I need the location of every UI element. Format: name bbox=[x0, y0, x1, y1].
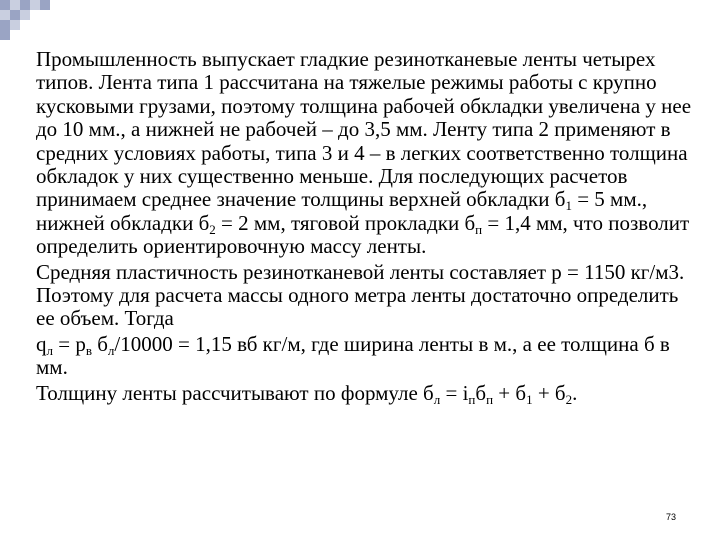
text-run: б bbox=[91, 331, 108, 356]
paragraph-text: Средняя пластичность резинотканевой ленты составляет p = 1150 кг/м3. Поэтому для расчета массы одного метра ленты достаточно определить ее объем. Тогда bbox=[36, 259, 685, 331]
subscript: л bbox=[433, 391, 441, 407]
text-run: = 1,4 мм, что позволит определить ориентировочную массу ленты. bbox=[36, 210, 690, 259]
decor-square bbox=[20, 0, 30, 10]
decor-square bbox=[10, 0, 20, 10]
subscript: л bbox=[46, 342, 53, 358]
text-run: Толщину ленты рассчитывают по формуле б bbox=[36, 380, 434, 405]
paragraph-thickness-formula bbox=[36, 382, 696, 405]
corner-decoration bbox=[0, 0, 60, 40]
text-run: . bbox=[572, 380, 578, 405]
subscript: п bbox=[468, 391, 476, 407]
text-run: /10000 = 1,15 вб кг/м, где ширина ленты в м., а ее толщина б в мм. bbox=[36, 331, 670, 380]
decor-square bbox=[0, 20, 10, 30]
text-run: = 2 мм, bbox=[215, 210, 286, 235]
subscript: в bbox=[85, 342, 92, 358]
text-run: тяговой прокладки б bbox=[290, 210, 476, 235]
paragraph-belt-types bbox=[36, 48, 696, 259]
subscript: 1 bbox=[526, 391, 533, 407]
subscript: п bbox=[486, 391, 494, 407]
text-run: б bbox=[475, 380, 487, 405]
subscript: л bbox=[107, 342, 115, 358]
text-run: + б bbox=[493, 380, 527, 405]
decor-square bbox=[30, 0, 40, 10]
decor-square bbox=[40, 0, 50, 10]
paragraph-text: Промышленность выпускает гладкие резинотканевые ленты четырех типов. Лента типа 1 рассчитана на тяжелые режимы работы с крупно кусковыми грузами, поэтому толщина рабочей обкладки увеличена у нее до 10 мм., а нижней не рабочей – до 3,5 мм. Ленту типа 2 применяют в средних условиях работы, типа 3 и 4 – в легких соответственно толщина обкладок у них существенно меньше. Для последующих расчетов принимаем среднее значение толщины bbox=[36, 47, 692, 212]
subscript: 2 bbox=[209, 221, 216, 237]
decor-square bbox=[10, 20, 20, 30]
page-number: 73 bbox=[665, 512, 676, 522]
decor-square bbox=[0, 10, 10, 20]
subscript: 1 bbox=[565, 198, 572, 214]
text-run: верхней обкладки б bbox=[389, 187, 566, 212]
text-run: = p bbox=[53, 331, 86, 356]
decor-square bbox=[0, 0, 10, 10]
paragraph-mass-formula bbox=[36, 333, 696, 380]
text-run: = 5 мм., нижней обкладки б bbox=[36, 187, 648, 235]
slide-body bbox=[36, 48, 696, 405]
subscript: п bbox=[475, 221, 483, 237]
subscript: 2 bbox=[565, 391, 573, 407]
paragraph-density bbox=[36, 261, 696, 331]
text-run: + б bbox=[532, 380, 566, 405]
text-run: = i bbox=[440, 380, 469, 405]
decor-square bbox=[20, 10, 30, 20]
decor-square bbox=[0, 30, 10, 40]
text-run: q bbox=[36, 331, 47, 356]
decor-square bbox=[10, 10, 20, 20]
